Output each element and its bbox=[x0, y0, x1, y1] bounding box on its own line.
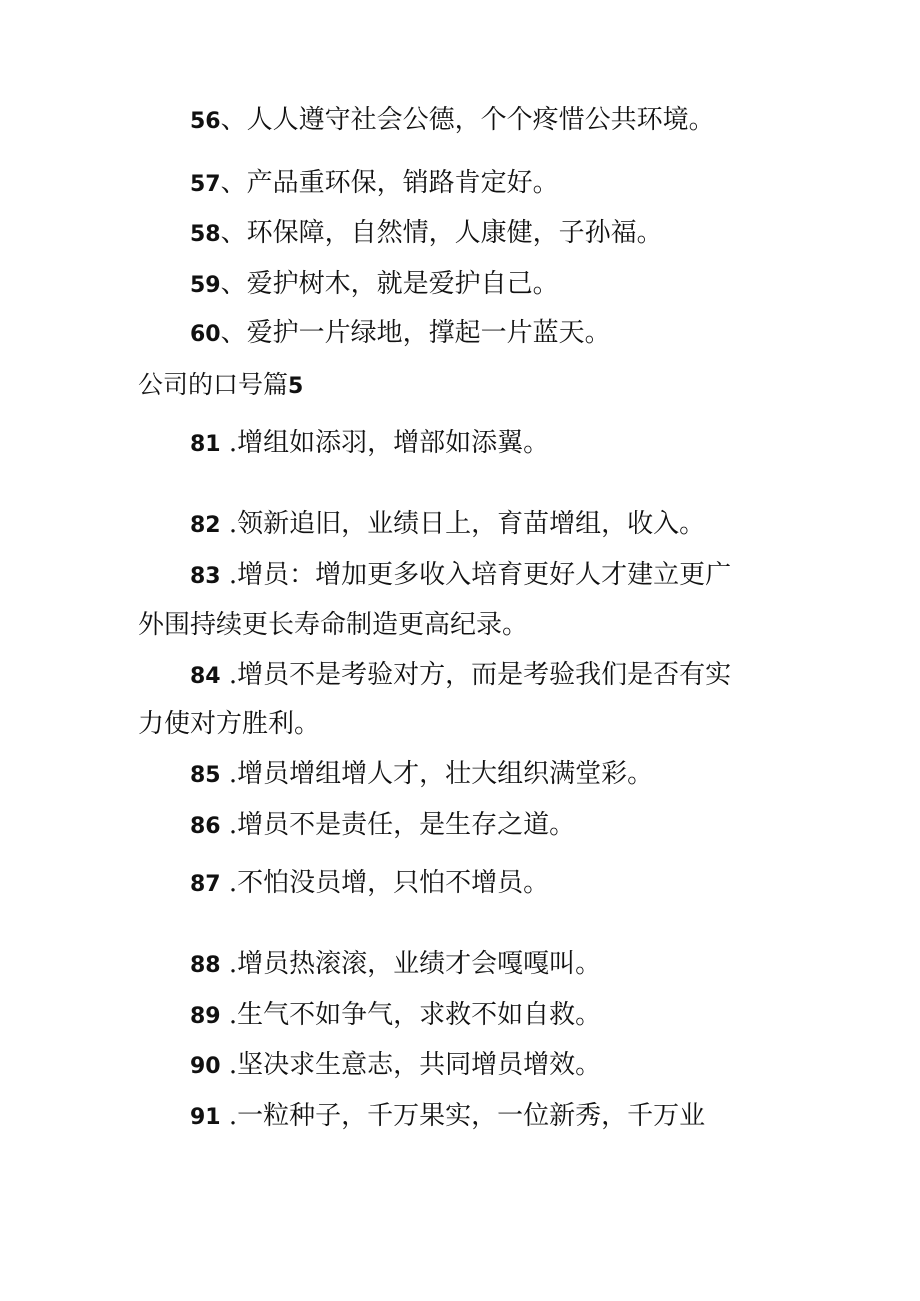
item-number: 90 bbox=[190, 1054, 221, 1079]
item-number: 57 bbox=[190, 172, 221, 197]
item-text: 增员不是责任，是生存之道。 bbox=[237, 810, 576, 840]
item-text: 领新追旧，业绩日上，育苗增组，收入。 bbox=[237, 509, 706, 539]
list-item-56 bbox=[190, 104, 715, 138]
item-text: 增组如添羽，增部如添翼。 bbox=[237, 428, 550, 458]
item-separator: 、 bbox=[220, 218, 247, 248]
list-item-85 bbox=[190, 758, 653, 792]
list-item-84 bbox=[190, 659, 731, 693]
item-text-continuation: 外围持续更长寿命制造更高纪录。 bbox=[138, 610, 529, 640]
item-separator: . bbox=[220, 1101, 238, 1131]
item-number: 83 bbox=[190, 564, 221, 589]
item-number: 84 bbox=[190, 664, 221, 689]
item-separator: . bbox=[220, 759, 238, 789]
item-text: 不怕没员增，只怕不增员。 bbox=[237, 868, 550, 898]
item-number: 81 bbox=[190, 432, 221, 457]
list-item-83 bbox=[190, 559, 731, 593]
item-number: 59 bbox=[190, 273, 221, 298]
list-item-86 bbox=[190, 809, 575, 843]
item-separator: 、 bbox=[220, 318, 247, 348]
item-number: 88 bbox=[190, 953, 221, 978]
list-item-88 bbox=[190, 948, 601, 982]
item-separator: 、 bbox=[220, 269, 247, 299]
list-item-90 bbox=[190, 1049, 601, 1083]
list-item-59 bbox=[190, 268, 559, 302]
item-text: 一粒种子，千万果实，一位新秀，千万业 bbox=[237, 1101, 706, 1131]
item-text: 增员：增加更多收入培育更好人才建立更广 bbox=[237, 560, 732, 590]
heading-text: 公司的口号篇 bbox=[138, 370, 289, 399]
section-heading bbox=[138, 369, 303, 403]
item-number: 85 bbox=[190, 763, 221, 788]
item-separator: . bbox=[220, 949, 238, 979]
item-separator: . bbox=[220, 1050, 238, 1080]
item-text: 增员不是考验对方，而是考验我们是否有实 bbox=[237, 660, 732, 690]
item-separator: 、 bbox=[220, 105, 247, 135]
item-number: 86 bbox=[190, 814, 221, 839]
item-separator: . bbox=[220, 428, 238, 458]
item-text: 生气不如争气，求救不如自救。 bbox=[237, 1000, 602, 1030]
item-text-continuation: 力使对方胜利。 bbox=[138, 709, 321, 739]
item-number: 82 bbox=[190, 513, 221, 538]
item-separator: 、 bbox=[220, 168, 247, 198]
item-text: 人人遵守社会公德，个个疼惜公共环境。 bbox=[246, 105, 715, 135]
item-text: 爱护一片绿地，撑起一片蓝天。 bbox=[246, 318, 611, 348]
list-item-87 bbox=[190, 867, 549, 901]
item-number: 60 bbox=[190, 322, 221, 347]
list-item-58 bbox=[190, 217, 663, 251]
item-number: 91 bbox=[190, 1105, 221, 1130]
list-item-84-continuation bbox=[138, 708, 320, 740]
item-text: 增员增组增人才，壮大组织满堂彩。 bbox=[237, 759, 654, 789]
item-separator: . bbox=[220, 509, 238, 539]
list-item-83-continuation bbox=[138, 609, 528, 641]
list-item-89 bbox=[190, 999, 601, 1033]
list-item-91 bbox=[190, 1100, 705, 1134]
item-number: 89 bbox=[190, 1004, 221, 1029]
item-text: 产品重环保，销路肯定好。 bbox=[246, 168, 559, 198]
list-item-57 bbox=[190, 167, 559, 201]
item-separator: . bbox=[220, 810, 238, 840]
item-number: 58 bbox=[190, 222, 221, 247]
item-text: 爱护树木，就是爱护自己。 bbox=[246, 269, 559, 299]
item-separator: . bbox=[220, 560, 238, 590]
heading-number: 5 bbox=[288, 374, 304, 399]
item-separator: . bbox=[220, 1000, 238, 1030]
item-text: 坚决求生意志，共同增员增效。 bbox=[237, 1050, 602, 1080]
item-separator: . bbox=[220, 868, 238, 898]
list-item-60 bbox=[190, 317, 611, 351]
list-item-82 bbox=[190, 508, 705, 542]
item-number: 56 bbox=[190, 109, 221, 134]
item-number: 87 bbox=[190, 872, 221, 897]
list-item-81 bbox=[190, 427, 549, 461]
item-separator: . bbox=[220, 660, 238, 690]
item-text: 增员热滚滚，业绩才会嘎嘎叫。 bbox=[237, 949, 602, 979]
item-text: 环保障，自然情，人康健，子孙福。 bbox=[246, 218, 663, 248]
